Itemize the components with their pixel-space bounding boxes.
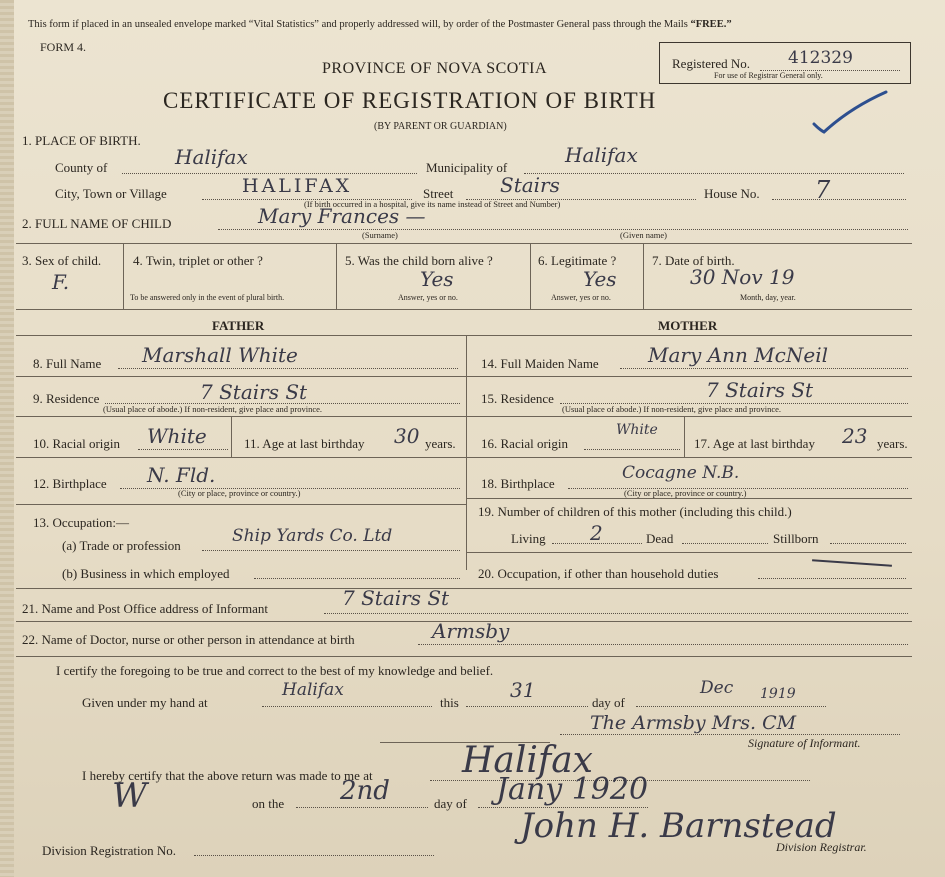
- municipality-value: Halifax: [565, 143, 638, 167]
- check-mark-icon: [810, 86, 890, 136]
- row-divider: [16, 243, 912, 244]
- legitimate-value: Yes: [583, 267, 617, 291]
- given-name-note: (Given name): [620, 230, 667, 240]
- date-of-birth-label: 7. Date of birth.: [652, 253, 735, 268]
- father-age-unit: years.: [425, 436, 456, 451]
- doctor-value: Armsby: [432, 619, 510, 643]
- informant-line: [324, 613, 908, 614]
- father-name-value: Marshall White: [142, 343, 298, 367]
- row-divider: [466, 498, 912, 499]
- mother-racial-line: [584, 449, 680, 450]
- alive-label: 5. Was the child born alive ?: [345, 253, 493, 268]
- cell-divider: [643, 243, 644, 309]
- informant-value: 7 Stairs St: [342, 586, 450, 610]
- father-name-label: 8. Full Name: [33, 356, 102, 371]
- year-value: 1919: [760, 686, 796, 702]
- father-occupation-label: 13. Occupation:—: [33, 515, 130, 530]
- father-birthplace-label: 12. Birthplace: [33, 476, 107, 491]
- doctor-label: 22. Name of Doctor, nurse or other person in attendance at birth: [22, 632, 355, 647]
- given-place-line: [262, 706, 432, 707]
- month-line: [636, 706, 826, 707]
- on-day-value: 2nd: [340, 776, 390, 806]
- row-divider: [16, 588, 912, 589]
- form-number: FORM 4.: [40, 40, 87, 54]
- mother-name-label: 14. Full Maiden Name: [481, 356, 599, 371]
- sex-label: 3. Sex of child.: [22, 253, 102, 268]
- father-racial-value: White: [147, 424, 207, 448]
- day-line: [466, 706, 588, 707]
- row-divider: [16, 504, 466, 505]
- row-divider: [16, 457, 466, 458]
- city-value: HALIFAX: [242, 175, 353, 197]
- registrar-place-value: Halifax: [462, 740, 593, 781]
- registrar-day-of-label: day of: [434, 796, 467, 811]
- alive-note: Answer, yes or no.: [398, 293, 458, 302]
- mother-age-unit: years.: [877, 436, 908, 451]
- legitimate-label: 6. Legitimate ?: [538, 253, 617, 268]
- cell-divider: [231, 416, 232, 457]
- father-residence-label: 9. Residence: [33, 391, 100, 406]
- informant-signature-label: Signature of Informant.: [748, 736, 861, 750]
- registrar-month-value: Jany 1920: [496, 772, 649, 807]
- street-value: Stairs: [500, 173, 560, 197]
- mother-birthplace-label: 18. Birthplace: [481, 476, 555, 491]
- informant-signature: The Armsby Mrs. CM: [590, 712, 797, 734]
- mother-residence-value: 7 Stairs St: [706, 378, 814, 402]
- father-racial-label: 10. Racial origin: [33, 436, 121, 451]
- house-line: [772, 199, 906, 200]
- father-age-label: 11. Age at last birthday: [244, 436, 365, 451]
- father-trade-value: Ship Yards Co. Ltd: [232, 526, 393, 546]
- division-registrar-label: Division Registrar.: [776, 840, 867, 854]
- alive-value: Yes: [420, 267, 454, 291]
- registrar-certify-label: I hereby certify that the above return was made to me at: [82, 768, 373, 783]
- child-name-line: [218, 229, 908, 230]
- date-of-birth-value: 30 Nov 19: [690, 265, 795, 289]
- father-birthplace-note: (City or place, province or country.): [178, 488, 301, 498]
- child-name-value: Mary Frances —: [258, 204, 426, 228]
- place-of-birth-section: 1. PLACE OF BIRTH.: [22, 133, 141, 148]
- left-binding-strip: [0, 0, 14, 877]
- stillborn-line: [830, 543, 906, 544]
- doctor-line: [418, 644, 908, 645]
- mother-racial-label: 16. Racial origin: [481, 436, 569, 451]
- municipality-line: [524, 173, 904, 174]
- child-name-label: 2. FULL NAME OF CHILD: [22, 216, 172, 231]
- month-value: Dec: [700, 678, 734, 698]
- date-of-birth-note: Month, day, year.: [740, 293, 796, 302]
- cell-divider: [336, 243, 337, 309]
- mother-racial-value: White: [616, 422, 658, 438]
- municipality-label: Municipality of: [426, 160, 508, 175]
- day-of-label: day of: [592, 695, 625, 710]
- father-trade-label: (a) Trade or profession: [62, 538, 181, 553]
- house-label: House No.: [704, 186, 760, 201]
- mother-occupation-label: 20. Occupation, if other than household duties: [478, 566, 719, 581]
- mother-residence-label: 15. Residence: [481, 391, 554, 406]
- row-divider: [16, 376, 466, 377]
- mother-residence-note: (Usual place of abode.) If non-resident, give place and province.: [562, 404, 782, 414]
- this-label: this: [440, 695, 459, 710]
- certify-statement: I certify the foregoing to be true and correct to the best of my knowledge and belief.: [56, 663, 494, 678]
- hospital-note: (If birth occurred in a hospital, give its name instead of Street and Number): [304, 199, 561, 209]
- father-trade-line: [202, 550, 460, 551]
- city-label: City, Town or Village: [55, 186, 167, 201]
- mother-birthplace-note: (City or place, province or country.): [624, 488, 747, 498]
- registrar-initials: W: [112, 776, 147, 816]
- house-value: 7: [815, 176, 831, 204]
- surname-note: (Surname): [362, 230, 398, 240]
- row-divider: [466, 376, 912, 377]
- given-under-label: Given under my hand at: [82, 695, 208, 710]
- registered-number-value: 412329: [788, 48, 853, 68]
- stillborn-label: Stillborn: [773, 531, 819, 546]
- county-label: County of: [55, 160, 108, 175]
- given-place-value: Halifax: [282, 680, 344, 700]
- cell-divider: [123, 243, 124, 309]
- father-business-line: [254, 578, 460, 579]
- twin-label: 4. Twin, triplet or other ?: [133, 253, 263, 268]
- mother-age-value: 23: [842, 424, 868, 448]
- page-subtitle: (BY PARENT OR GUARDIAN): [374, 121, 507, 132]
- registered-number-label: Registered No.: [672, 56, 750, 71]
- street-label: Street: [423, 186, 454, 201]
- province-heading: PROVINCE OF NOVA SCOTIA: [322, 60, 548, 77]
- father-racial-line: [138, 449, 228, 450]
- living-label: Living: [511, 531, 546, 546]
- mother-heading: MOTHER: [658, 318, 718, 333]
- mother-birthplace-value: Cocagne N.B.: [622, 463, 740, 483]
- county-line: [122, 173, 417, 174]
- day-value: 31: [510, 678, 536, 702]
- mother-age-label: 17. Age at last birthday: [694, 436, 815, 451]
- mail-notice: [28, 19, 732, 30]
- row-divider: [466, 552, 912, 553]
- living-value: 2: [590, 521, 603, 545]
- division-registration-no-label: Division Registration No.: [42, 843, 176, 858]
- dead-label: Dead: [646, 531, 674, 546]
- on-day-line: [296, 807, 428, 808]
- mail-notice-text: This form if placed in an unsealed envelope marked “Vital Statistics” and properly addressed will, by order of the Postmaster General pass through the Mails: [28, 19, 688, 30]
- row-divider: [16, 416, 466, 417]
- page-title: CERTIFICATE OF REGISTRATION OF BIRTH: [163, 88, 657, 113]
- father-birthplace-value: N. Fld.: [147, 463, 216, 487]
- dead-line: [682, 543, 768, 544]
- row-divider: [466, 457, 912, 458]
- informant-label: 21. Name and Post Office address of Informant: [22, 601, 268, 616]
- father-heading: FATHER: [212, 318, 265, 333]
- twin-note: To be answered only in the event of plural birth.: [130, 293, 285, 302]
- father-age-value: 30: [394, 424, 420, 448]
- mother-children-label: 19. Number of children of this mother (including this child.): [478, 504, 792, 519]
- registrar-signature: John H. Barnstead: [520, 806, 837, 846]
- informant-signature-line: [560, 734, 900, 735]
- father-residence-note: (Usual place of abode.) If non-resident, give place and province.: [103, 404, 323, 414]
- column-divider: [466, 335, 467, 570]
- cell-divider: [530, 243, 531, 309]
- registrar-use-note: For use of Registrar General only.: [714, 71, 823, 80]
- mother-name-value: Mary Ann McNeil: [648, 343, 828, 367]
- row-divider: [16, 335, 912, 336]
- row-divider: [16, 656, 912, 657]
- father-residence-value: 7 Stairs St: [200, 380, 308, 404]
- mail-notice-free: “FREE.”: [690, 19, 732, 30]
- father-name-line: [118, 368, 458, 369]
- cell-divider: [684, 416, 685, 457]
- division-registration-no-line: [194, 855, 434, 856]
- sex-value: F.: [52, 270, 70, 294]
- father-business-label: (b) Business in which employed: [62, 566, 230, 581]
- mother-occupation-dash: [812, 559, 892, 567]
- mother-occupation-line: [758, 578, 906, 579]
- row-divider: [16, 309, 912, 310]
- legitimate-note: Answer, yes or no.: [551, 293, 611, 302]
- row-divider: [466, 416, 912, 417]
- mother-name-line: [620, 368, 908, 369]
- county-value: Halifax: [175, 145, 248, 169]
- on-the-label: on the: [252, 796, 285, 811]
